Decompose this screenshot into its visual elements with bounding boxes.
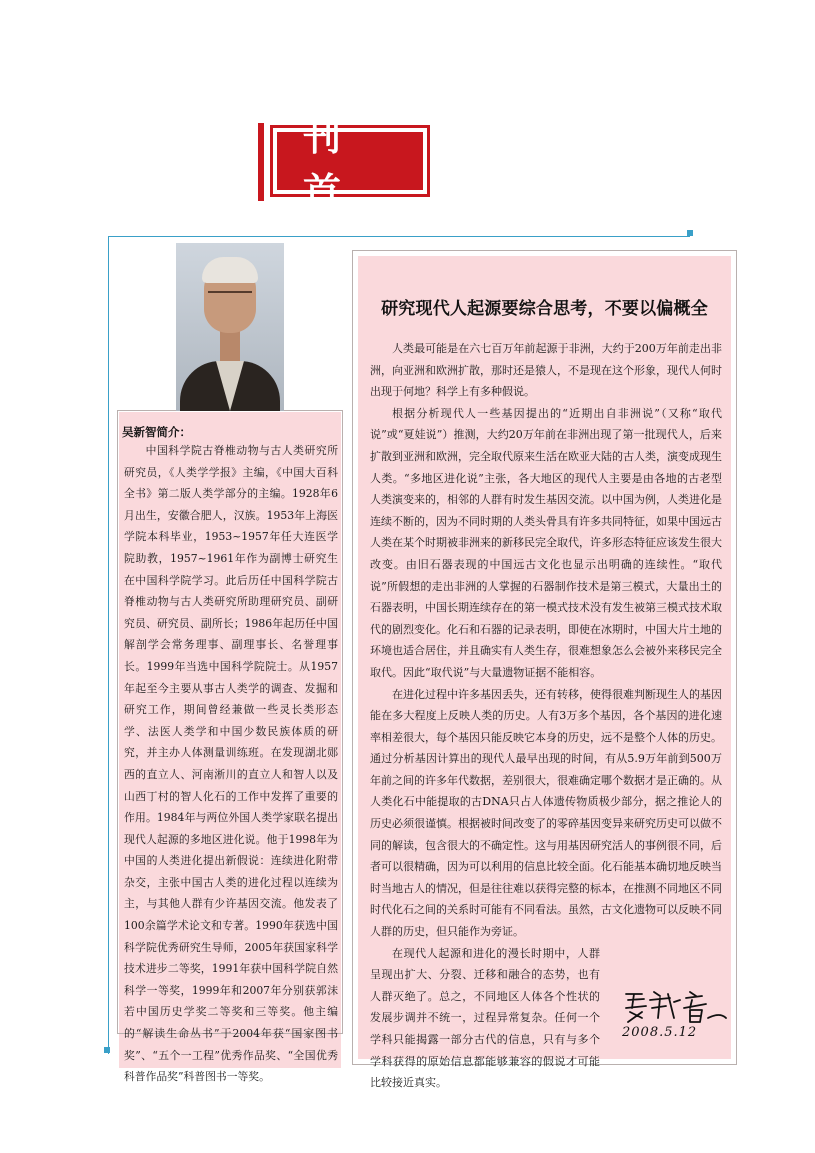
section-title: 刊首 <box>277 132 423 190</box>
article-paragraph: 在进化过程中许多基因丢失，还有转移，使得很难判断现生人的基因能在多大程度上反映人类的历史。人有3万多个基因，各个基因的进化速率相差很大，每个基因只能反映它本身的历史，远不是整个人体的历史。通过分析基因计算出的现代人最早出现的时间，有从5.9万年前到500万年前之间的许多年代数据，差别很大，很难确定哪个数据才是正确的。从人类化石中能提取的古DNA只占人体遗传物质极少部分，据之推论人的历史必须很谨慎。根据被时间改变了的零碎基因变异来研究历史可以做不同的解读，包含很大的不确定性。这与用基因研究活人的事例很不同，后者可以很精确，因为可以利用的信息比较全面。化石能基本确切地反映当时当地古人的情况，但是往往难以获得完整的标本，在推测不同地区不同时代化石之间的关系时可能有不同看法。虽然，古文化遗物可以反映不同人群的历史，但只能作为旁证。 <box>370 687 722 939</box>
bio-text: 中国科学院古脊椎动物与古人类研究所研究员，《人类学学报》主编，《中国大百科全书》第二版人类学部分的主编。1928年6月出生，安徽合肥人，汉族。1953年上海医学院本科毕业，1953~1957年任大连医学院助教，1957~1961年作为副博士研究生在中国科学院学习。此后历任中国科学院古脊椎动物与古人类研究所助理研究员、副研究员、研究员、副所长；1986年起历任中国解剖学会常务理事、副理事长、名誉理事长。1999年当选中国科学院院士。从1957年起至今主要从事古人类学的调查、发掘和研究工作，期间曾经兼做一些灵长类形态学、法医人类学和中国少数民族体质的研究，并主办人体测量训练班。在发现湖北郧西的直立人、河南淅川的直立人和智人以及山西丁村的智人化石的工作中发挥了重要的作用。1984年与两位外国人类学家联名提出现代人起源的多地区进化说。他于1998年为中国的人类进化提出新假说：连续进化附带杂交，主张中国古人类的进化过程以连续为主，与其他人群有少许基因交流。他发表了100余篇学术论文和专著。1990年获选中国科学院优秀研究生导师，2005年获国家科学技术进步二等奖，1991年获中国科学院自然科学一等奖，1999年和2007年分别获郭沫若中国历史学奖二等奖和三等奖。他主编的“解读生命丛书”于2004年获“国家图书奖”、“五个一工程”优秀作品奖、“全国优秀科普作品奖”科普图书一等奖。 <box>124 444 338 1084</box>
article-paragraph: 根据分析现代人一些基因提出的“近期出自非洲说”（又称“取代说”或“夏娃说”）推测，大约20万年前在非洲出现了第一批现代人，后来扩散到亚洲和欧洲，完全取代原来生活在欧亚大陆的古人类，演变成现生人类。“多地区进化说”主张，各大地区的现代人主要是由各地的古老型人类演变来的，相邻的人群有时发生基因交流。以中国为例，人类进化是连续不断的，因为不同时期的人类头骨具有许多共同特征，如果中国远古人类在某个时期被非洲来的新移民完全取代，许多形态特征应该发生很大改变。由旧石器表现的中国远古文化也显示出明确的连续性。“取代说”所假想的走出非洲的人掌握的石器制作技术是第三模式，大量出土的石器表明，中国长期连续存在的第一模式技术没有发生被第三模式技术取代的剧烈变化。化石和石器的记录表明，即使在冰期时，中国大片土地的环境也适合居住，并且确实有人类生存，很难想象怎么会被外来移民完全取代。因此“取代说”与大量遗物证据不能相容。 <box>370 406 722 679</box>
article-title: 研究现代人起源要综合思考，不要以偏概全 <box>381 299 708 319</box>
handwritten-signature <box>620 988 730 1028</box>
bio-heading: 吴新智简介： <box>122 425 191 439</box>
header-accent-bar <box>258 123 264 201</box>
frame-line-top <box>108 236 690 237</box>
frame-dot-top <box>687 230 693 236</box>
article-paragraph: 人类最可能是在六七百万年前起源于非洲，大约于200万年前走出非洲，向亚洲和欧洲扩散，那时还是猿人，不是现在这个形象，现代人何时出现于何地？科学上有多种假说。 <box>370 342 722 399</box>
author-portrait-photo <box>176 243 284 411</box>
frame-dot-bottom <box>104 1047 110 1053</box>
article-body <box>370 338 722 1094</box>
section-header <box>270 115 430 214</box>
frame-line-left <box>108 236 109 1054</box>
signature-date: 2008.5.12 <box>622 1025 698 1040</box>
article-paragraph: 在现代人起源和进化的漫长时期中，人群呈现出扩大、分裂、迁移和融合的态势，也有人群灭绝了。总之，不同地区人体各个性状的发展步调并不统一，过程异常复杂。任何一个学科只能揭露一部分古代的信息，只有与多个学科获得的原始信息都能够兼容的假说才可能比较接近真实。 <box>370 946 600 1090</box>
